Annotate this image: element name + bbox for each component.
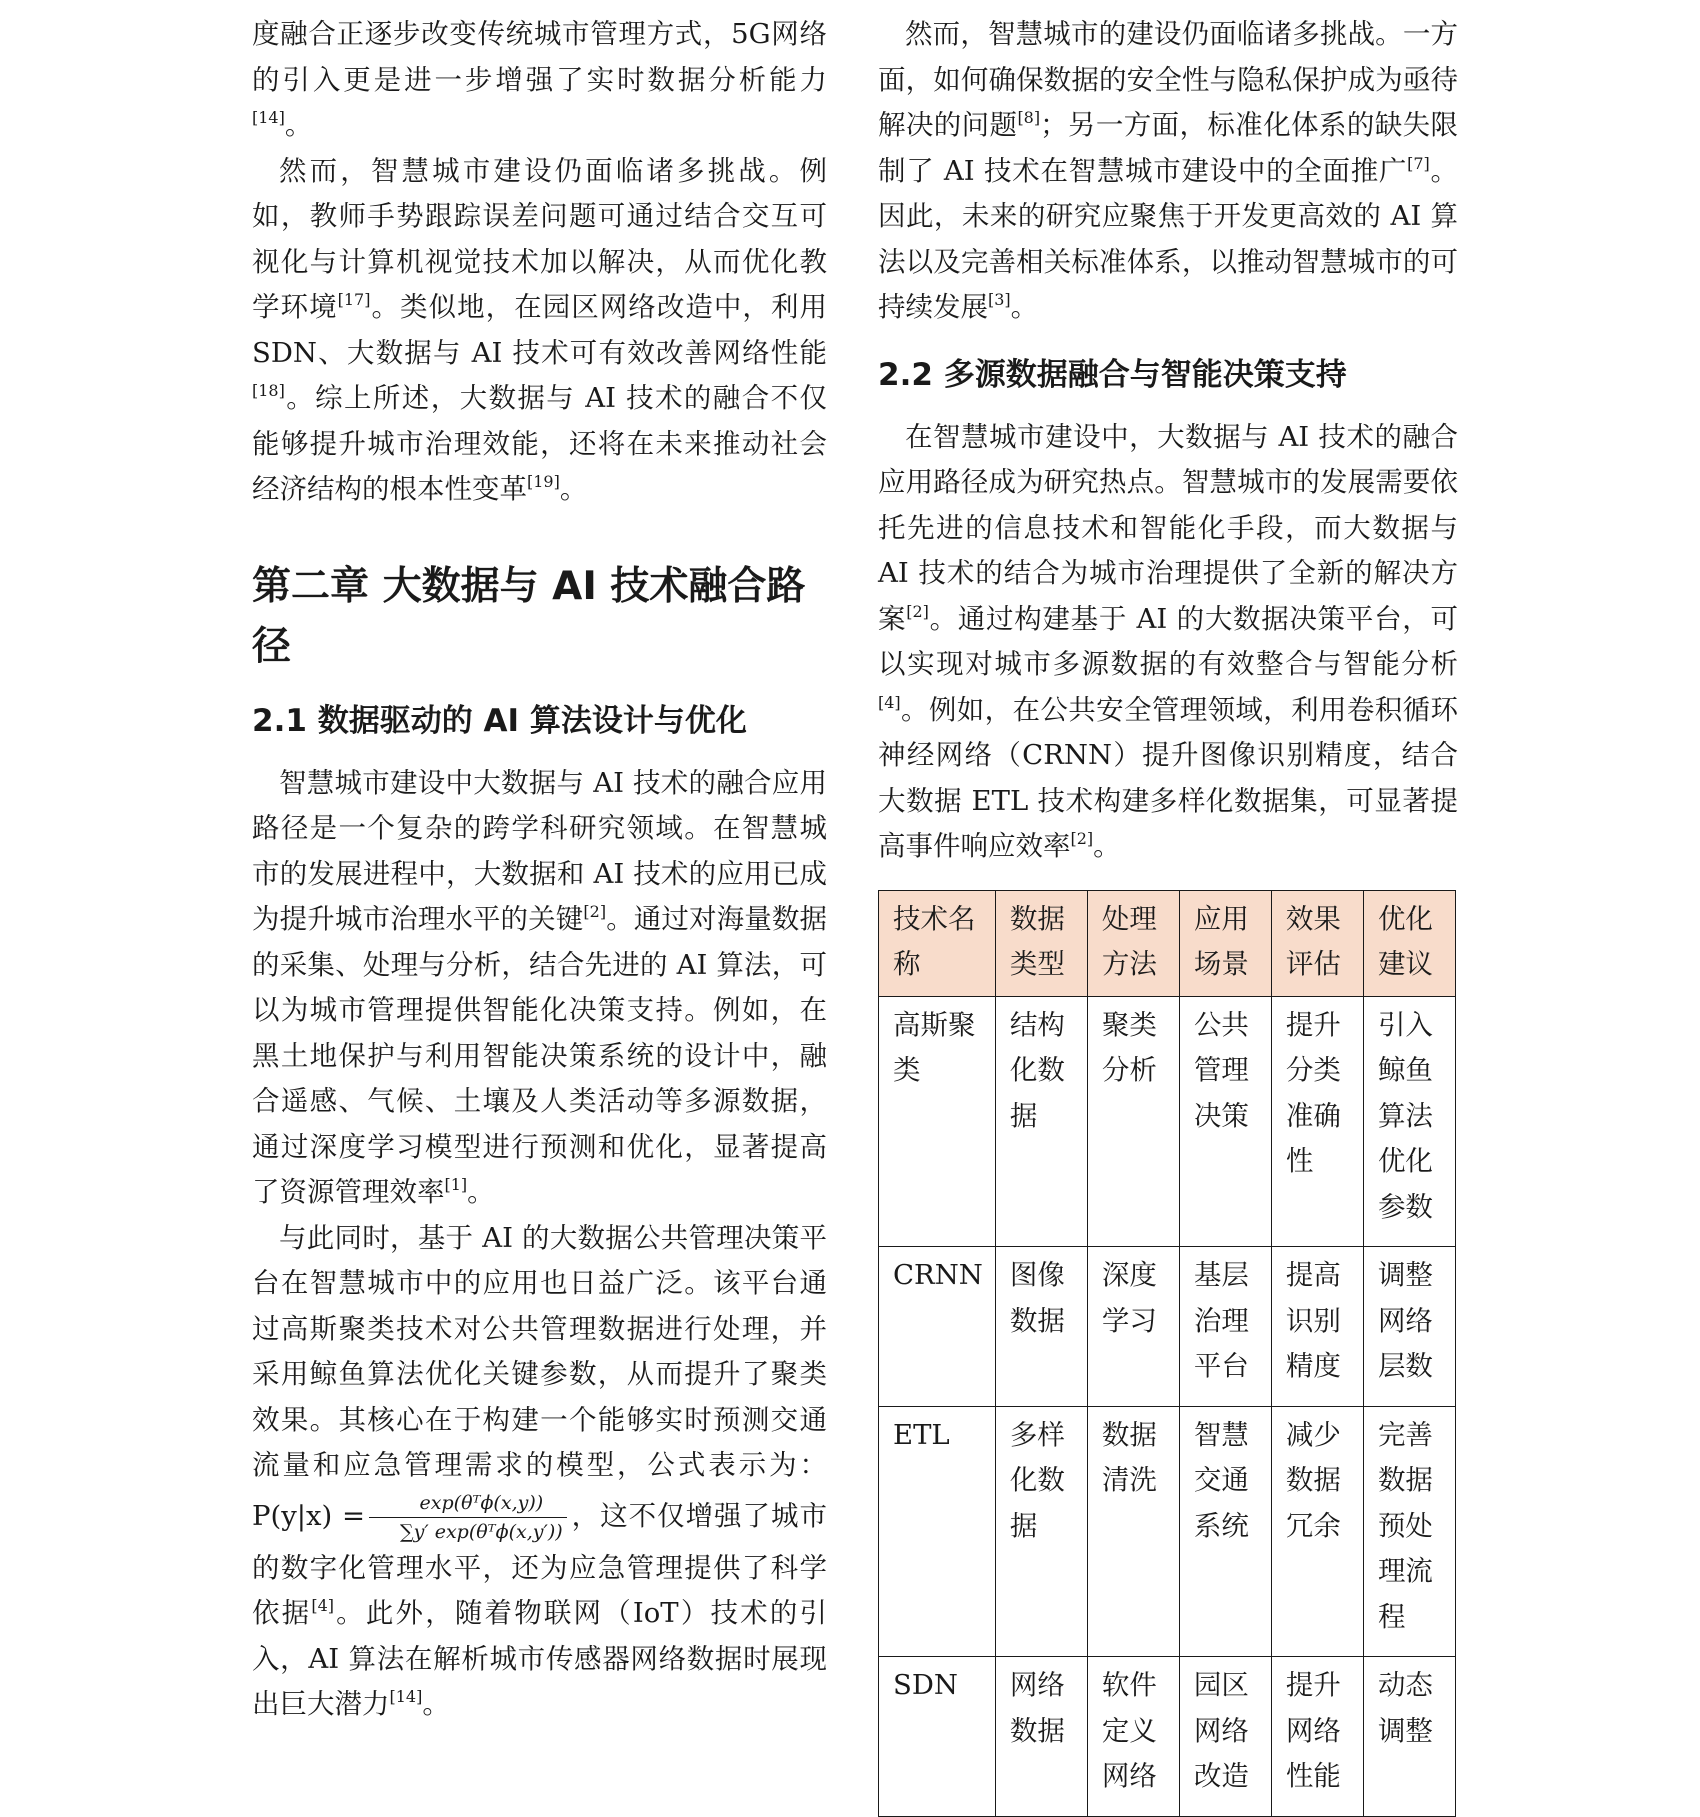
table-cell: 网络数据 [995, 1657, 1087, 1817]
table-cell: 提升网络性能 [1271, 1657, 1363, 1817]
table-cell: 基层治理平台 [1179, 1247, 1271, 1407]
table-header-cell: 处理方法 [1087, 890, 1179, 996]
table-header-cell: 技术名称 [879, 890, 996, 996]
table-header-cell: 数据类型 [995, 890, 1087, 996]
citation: [17] [337, 290, 371, 309]
citation: [14] [252, 108, 285, 127]
table-header-cell: 优化建议 [1363, 890, 1455, 996]
citation: [3] [988, 290, 1011, 309]
table-cell: 软件定义网络 [1087, 1657, 1179, 1817]
citation: [18] [252, 381, 285, 400]
formula-denominator: ∑y′ exp(θᵀϕ(x,y′)) [400, 1520, 563, 1543]
right-column [878, 12, 1458, 1817]
table-row [879, 996, 1456, 1247]
citation: [2] [1070, 829, 1094, 848]
table-header-row [879, 890, 1456, 996]
table-cell: 公共管理决策 [1179, 996, 1271, 1247]
paragraph-continuation: 度融合正逐步改变传统城市管理方式，5G网络的引入更是进一步增强了实时数据分析能力[14]。 [252, 18, 827, 141]
table-cell: 多样化数据 [995, 1406, 1087, 1657]
table-header-cell: 效果评估 [1271, 890, 1363, 996]
table-cell: 图像数据 [995, 1247, 1087, 1407]
left-column [252, 12, 827, 1728]
citation: [2] [906, 601, 929, 621]
table-cell: 高斯聚类 [879, 996, 996, 1247]
table-cell: CRNN [879, 1247, 996, 1407]
formula-fraction [369, 1489, 567, 1546]
table-cell: 提升分类准确性 [1271, 996, 1363, 1247]
citation: [14] [389, 1687, 423, 1706]
section-heading-2-2: 2.2 多源数据融合与智能决策支持 [878, 356, 1347, 393]
formula-lhs: P(y|x) = [252, 1499, 366, 1532]
paragraph-fusion: 在智慧城市建设中，大数据与 AI 技术的融合应用路径成为研究热点。智慧城市的发展需要依托先进的信息技术和智能化手段，而大数据与 AI 技术的结合为城市治理提供了全新的解决方案[2]。通过构建基于 AI 的大数据决策平台，可以实现对城市多源数据的有效整合与智能分析[4]。例如，在公共安全管理领域，利用卷积循环神经网络（CRNN）提升图像识别精度，结合大数据 ETL 技术构建多样化数据集，可显著提高事件响应效率[2]。 [878, 420, 1458, 862]
table-cell: 聚类分析 [1087, 996, 1179, 1247]
paragraph-formula: 与此同时，基于 AI 的大数据公共管理决策平台在智慧城市中的应用也日益广泛。该平台通过高斯聚类技术对公共管理数据进行处理，并采用鲸鱼算法优化关键参数，从而提升了聚类效果。其核心在于构建一个能够实时预测交通流量和应急管理需求的模型，公式表示为：P(y|x) = $\frac{\text{exp(θᵀϕ(x,y))}}{\text{∑y′ exp(θᵀϕ(x,y′))}}$ ，这不仅增强了城市的数字化管理水平，还为应急管理提供了科学依据[4]。此外，随着物联网（IoT）技术的引入，AI 算法在解析城市传感器网络数据时展现出巨大潜力[14]。 [252, 1221, 828, 1720]
table-cell: SDN [879, 1657, 996, 1817]
table-row [879, 1406, 1456, 1657]
table-row [879, 1247, 1456, 1407]
table-cell: 提高识别精度 [1271, 1247, 1363, 1407]
citation: [4] [311, 1596, 335, 1615]
table-row [879, 1657, 1456, 1817]
citation: [2] [583, 902, 607, 921]
formula-numerator: exp(θᵀϕ(x,y)) [369, 1489, 567, 1518]
section-heading-2-1: 2.1 数据驱动的 AI 算法设计与优化 [252, 702, 747, 739]
technology-table [878, 890, 1456, 1817]
table-cell: 减少数据冗余 [1271, 1406, 1363, 1657]
table-cell: 引入鲸鱼算法优化参数 [1363, 996, 1455, 1247]
citation: [8] [1017, 108, 1041, 127]
table-cell: 调整网络层数 [1363, 1247, 1455, 1407]
paragraph-data-driven: 智慧城市建设中大数据与 AI 技术的融合应用路径是一个复杂的跨学科研究领域。在智慧城市的发展进程中，大数据和 AI 技术的应用已成为提升城市治理水平的关键[2]。通过对海量数据的采集、处理与分析，结合先进的 AI 算法，可以为城市管理提供智能化决策支持。例如，在黑土地保护与利用智能决策系统的设计中，融合遥感、气候、土壤及人类活动等多源数据，通过深度学习模型进行预测和优化，显著提高了资源管理效率[1]。 [252, 766, 828, 1208]
paragraph-right-challenges: 然而，智慧城市的建设仍面临诸多挑战。一方面，如何确保数据的安全性与隐私保护成为亟待解决的问题[8]；另一方面，标准化体系的缺失限制了 AI 技术在智慧城市建设中的全面推广[7]。因此，未来的研究应聚焦于开发更高效的 AI 算法以及完善相关标准体系，以推动智慧城市的可持续发展[3]。 [878, 18, 1459, 323]
citation: [1] [444, 1175, 468, 1194]
table-cell: 结构化数据 [995, 996, 1087, 1247]
citation: [4] [878, 692, 901, 712]
table-cell: 动态调整 [1363, 1657, 1455, 1817]
table-cell: 深度学习 [1087, 1247, 1179, 1407]
citation: [19] [527, 472, 560, 491]
table-header-cell: 应用场景 [1179, 890, 1271, 996]
chapter-title: 第二章 大数据与 AI 技术融合路径 [252, 563, 806, 669]
table-cell: 数据清洗 [1087, 1406, 1179, 1657]
citation: [7] [1407, 153, 1430, 173]
table-cell: 完善数据预处理流程 [1363, 1406, 1455, 1657]
table-cell: 智慧交通系统 [1179, 1406, 1271, 1657]
table-cell: ETL [879, 1406, 996, 1657]
table-cell: 园区网络改造 [1179, 1657, 1271, 1817]
paragraph-challenges: 然而，智慧城市建设仍面临诸多挑战。例如，教师手势跟踪误差问题可通过结合交互可视化与计算机视觉技术加以解决，从而优化教学环境[17]。类似地，在园区网络改造中，利用 SDN、大数据与 AI 技术可有效改善网络性能[18]。综上所述，大数据与 AI 技术的融合不仅能够提升城市治理效能，还将在未来推动社会经济结构的根本性变革[19]。 [252, 154, 828, 505]
